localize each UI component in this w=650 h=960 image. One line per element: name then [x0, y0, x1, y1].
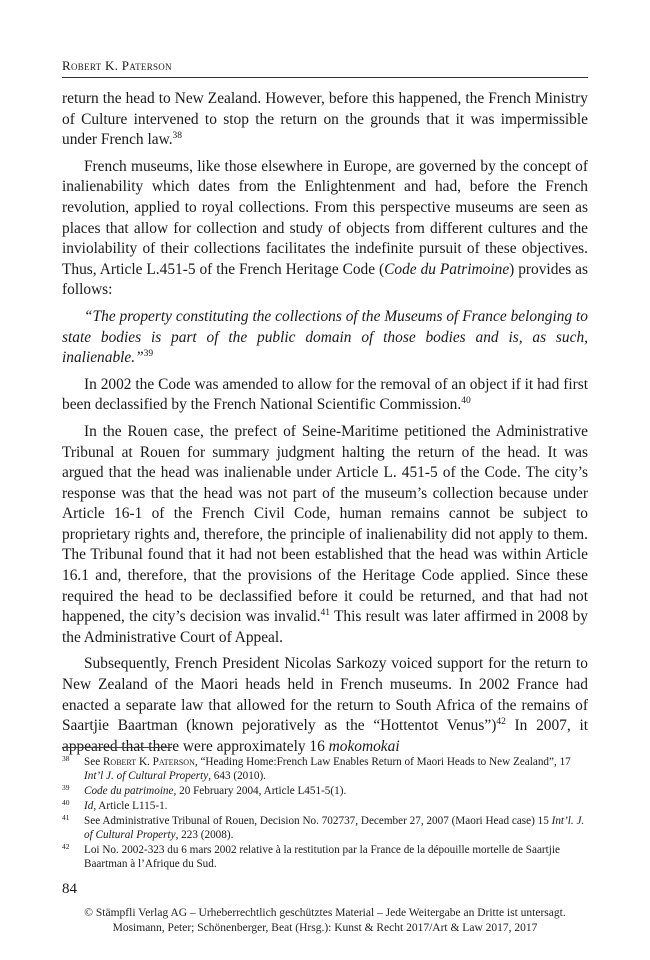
- text-run: 20 February 2004, Article L451-5(1).: [176, 785, 347, 797]
- text-run: Subsequently, French President Nicolas Sarkozy voiced support for the return to New Zealand of the Maori heads held in French museums. In 2002 France had enacted a separate law that allowed for the return to South Africa of the remains of Saartjie Baartman (known pejoratively as the “Hottentot Venus”): [62, 655, 588, 735]
- footnote-number: 38: [62, 754, 70, 763]
- footnote-number: 41: [62, 813, 70, 822]
- running-head: Robert K. Paterson: [62, 58, 172, 73]
- copyright-line-2: Mosimann, Peter; Schönenberger, Beat (Hrsg.): Kunst & Recht 2017/Art & Law 2017, 2017: [112, 922, 538, 934]
- text-run: French museums, like those elsewhere in Europe, are governed by the concept of inalienability which dates from the Enlightenment and had, before the French revolution, applied to royal collections. From this perspective museums are seen as places that allow for collection and study of objects from different cultures and the inviolability of their collections facilitates the indefinite pursuit of these objectives. Thus, Article L.451-5 of the French Heritage Code (: [62, 157, 588, 278]
- italic-text: Int’l. J. of Cultural Property: [84, 815, 585, 841]
- footnote-reference: 38: [172, 131, 183, 142]
- italic-text: Code du Patrimoine: [384, 260, 510, 278]
- paragraph: [62, 654, 588, 757]
- text-run: See: [84, 756, 103, 768]
- footnotes: [62, 755, 588, 872]
- author-name: Robert K. Paterson: [102, 756, 195, 768]
- footnote-rule: [62, 747, 172, 748]
- italic-text: Int’l J. of Cultural Property: [84, 770, 209, 782]
- footnote-number: 39: [62, 783, 70, 792]
- italic-text: Code du patrimoine,: [84, 785, 177, 797]
- paragraph: [62, 422, 588, 649]
- paragraph: [62, 157, 588, 301]
- footnote: [62, 814, 588, 842]
- footnote: [62, 843, 588, 871]
- block-quote: [62, 307, 588, 369]
- paragraph: [62, 375, 588, 416]
- text-run: , “Heading Home:French Law Enables Return of Maori Heads to New Zealand”, 17: [194, 756, 571, 768]
- footnote: [62, 799, 588, 813]
- header-rule: [62, 77, 588, 78]
- copyright-notice: [0, 906, 650, 936]
- text-run: Loi No. 2002-323 du 6 mars 2002 relative à la restitution par la France de la dépouille mortelle de Saartjie Baartman à l’Afrique du Sud.: [84, 844, 560, 870]
- footnote-reference: 42: [496, 717, 506, 728]
- page-number: 84: [62, 881, 77, 897]
- paragraph: [62, 89, 588, 151]
- text-run: , 223 (2008).: [175, 829, 234, 841]
- italic-text: Id,: [84, 800, 97, 812]
- italic-text: mokomokai: [328, 737, 400, 755]
- footnote-number: 42: [62, 842, 70, 851]
- text-run: Article L115-1.: [96, 800, 168, 812]
- footnote: [62, 755, 588, 783]
- text-run: In 2007, it appeared that there were approximately 16: [62, 717, 589, 755]
- text-run: , 643 (2010).: [208, 770, 266, 782]
- text-run: See Administrative Tribunal of Rouen, Decision No. 702737, December 27, 2007 (Maori Head case) 15: [84, 815, 552, 827]
- footnote: [62, 784, 588, 798]
- text-run: In 2002 the Code was amended to allow for the removal of an object if it had first been declassified by the French National Scientific Commission.: [62, 375, 588, 414]
- text-run: This result was later affirmed in 2008 by the Administrative Court of Appeal.: [62, 608, 588, 646]
- footnote-reference: 41: [320, 608, 330, 619]
- text-run: In the Rouen case, the prefect of Seine-Maritime petitioned the Administrative Tribunal at Rouen for summary judgment halting the return of the head. It was argued that the head was inalienable under Article L. 451-5 of the Code. The city’s response was that the head was not part of the museum’s collection because under Article 16-1 of the French Civil Code, human remains cannot be subject to proprietary rights and, therefore, the principle of inalienability did not apply to them. The Tribunal found that it had not been established that the head was within Article 16.1 and, therefore, that the provisions of the Heritage Code applied. Since these required the head to be declassified before it could be returned, and that had not happened, the city’s decision was invalid.: [62, 422, 588, 626]
- copyright-line-1: © Stämpfli Verlag AG – Urheberrechtlich geschütztes Material – Jede Weitergabe an Dritte ist untersagt.: [84, 907, 566, 919]
- text-run: “The property constituting the collections of the Museums of France belonging to state bodies is part of the public domain of those bodies and is, as such, inalienable.”: [62, 307, 588, 367]
- body-text: [62, 89, 588, 763]
- footnote-number: 40: [62, 798, 70, 807]
- text-run: return the head to New Zealand. However, before this happened, the French Ministry of Culture intervened to stop the return on the grounds that it was impermissible under French law.: [62, 90, 588, 149]
- footnote-reference: 40: [461, 396, 471, 407]
- footnote-reference: 39: [143, 349, 154, 359]
- text-run: ) provides as follows:: [62, 260, 588, 299]
